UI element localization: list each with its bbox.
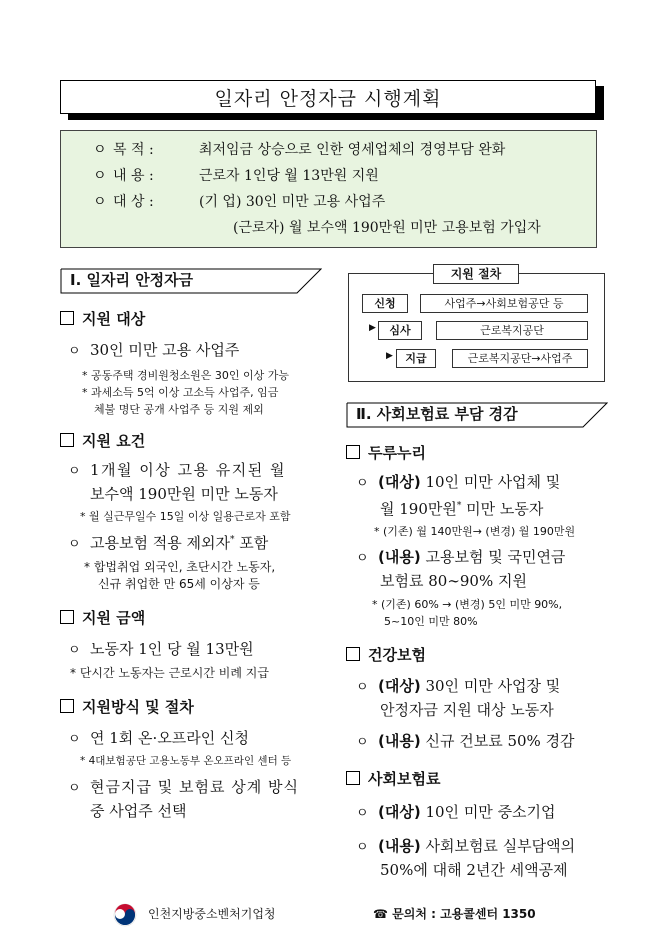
summary-box [60,130,597,248]
list-item [346,546,614,570]
bullet: ㅇ [93,194,107,210]
target-text: (기 업) 30인 미만 고용 사업주 [199,194,386,210]
subheading-health [346,644,614,665]
circle-bullet: ㅇ [68,781,82,796]
note: * 과세소득 5억 이상 고소득 사업주, 임금 [82,386,279,399]
list-item [60,638,330,662]
phone-icon: ☎ [373,907,388,921]
procedure-title: 지원 절차 [433,264,519,284]
item-text-cont: 보수액 190만원 미만 노동자 [90,485,278,503]
note: * 4대보험공단 고용노동부 온오프라인 센터 등 [80,755,292,767]
circle-bullet: ㅇ [68,537,81,552]
heading-text: 두루누리 [368,444,426,462]
checkbox-icon [60,433,74,447]
list-item [346,675,614,699]
item-text-tail: 포함 [234,534,269,552]
subheading-method [60,696,330,717]
procedure-step-label: 신청 [362,294,408,313]
left-column [60,308,330,823]
subheading-requirement [60,430,330,451]
subheading-durunuri [346,442,614,463]
list-item [346,730,614,754]
circle-bullet: ㅇ [68,464,83,479]
section2-title: Ⅱ. 사회보험료 부담 경감 [356,405,518,423]
note: * 합법취업 외국인, 초단시간 노동자, [84,560,276,574]
list-item [60,459,330,483]
item-tag: (대상) [378,473,421,491]
heading-text: 지원 요건 [82,432,146,450]
item-text-tail: 미만 노동자 [461,500,544,518]
subheading-target [60,308,330,329]
item-text: 월 190만원 [380,500,457,518]
item-text: 30인 미만 사업장 및 [420,677,561,695]
page-title [60,80,596,114]
note: 체불 명단 공개 사업주 등 지원 제외 [94,403,264,416]
circle-bullet: ㅇ [68,344,81,359]
item-tag: (내용) [378,837,421,855]
item-tag: (대상) [378,677,421,695]
circle-bullet: ㅇ [356,680,369,695]
note: * 단시간 노동자는 근로시간 비례 지급 [70,666,269,680]
item-text: 10인 미만 중소기업 [420,803,556,821]
note: 신규 취업한 만 65세 이상자 등 [98,577,260,591]
note: * 월 실근무일수 15일 이상 일용근로자 포함 [80,510,291,523]
item-text-cont [346,495,614,521]
item-text-cont: 중 사업주 선택 [90,802,187,820]
list-item [60,776,330,800]
heading-text: 사회보험료 [368,770,441,788]
list-item [346,801,614,825]
summary-target [93,189,596,215]
content-label: 내 용 : [113,168,154,184]
content-text: 근로자 1인당 월 13만원 지원 [199,168,379,184]
circle-bullet: ㅇ [356,840,369,855]
checkbox-icon [346,771,360,785]
checkbox-icon [60,610,74,624]
item-text: 연 1회 온·오프라인 신청 [90,729,250,747]
summary-purpose [93,137,596,163]
item-text: 1개월 이상 고용 유지된 월 [90,461,287,479]
heading-text: 건강보험 [368,646,426,664]
contact-text: 문의처 : 고용콜센터 1350 [392,907,536,921]
summary-target-2: (근로자) 월 보수액 190만원 미만 고용보험 가입자 [233,220,541,236]
section1-title: Ⅰ. 일자리 안정자금 [70,271,194,289]
right-column [346,442,614,882]
item-text: 사회보험료 실부담액의 [420,837,576,855]
item-tag: (대상) [378,803,421,821]
target-label: 대 상 : [113,194,154,210]
circle-bullet: ㅇ [68,732,81,747]
footer-organization: 인천지방중소벤처기업청 [148,907,276,921]
heading-text: 지원방식 및 절차 [82,698,194,716]
checkbox-icon [60,699,74,713]
arrow-right-icon: ▶ [386,351,393,361]
footnote-mark: * [229,535,235,545]
purpose-text: 최저임금 상승으로 인한 영세업체의 경영부담 완화 [199,142,506,158]
item-text: 고용보험 적용 제외자 [90,534,230,552]
bullet: ㅇ [93,142,107,158]
checkbox-icon [346,445,360,459]
checkbox-icon [346,647,360,661]
arrow-right-icon: ▶ [369,323,376,333]
note: * 공동주택 경비원청소원은 30인 이상 가능 [82,369,289,382]
procedure-step-desc: 근로복지공단→사업주 [452,349,588,368]
note: 5~10인 미만 80% [384,615,478,628]
subheading-amount [60,607,330,628]
procedure-step-desc: 사업주→사회보험공단 등 [420,294,588,313]
procedure-step-desc: 근로복지공단 [436,321,588,340]
item-text-cont: 안정자금 지원 대상 노동자 [380,701,554,719]
list-item [60,529,330,556]
circle-bullet: ㅇ [356,806,369,821]
section2-header [346,402,608,426]
procedure-step-label: 지급 [396,349,436,368]
heading-text: 지원 금액 [82,609,146,627]
item-text: 30인 미만 고용 사업주 [90,341,240,359]
item-text: 고용보험 및 국민연금 [420,548,566,566]
footer-contact [373,905,536,922]
government-logo-icon [113,903,137,927]
subheading-social [346,768,614,789]
heading-text: 지원 대상 [82,310,146,328]
item-text: 현금지급 및 보험료 상계 방식 [90,778,299,796]
item-tag: (내용) [378,548,421,566]
bullet: ㅇ [93,168,107,184]
circle-bullet: ㅇ [68,643,81,658]
footnote-mark: * [456,501,462,511]
item-text: 10인 미만 사업체 및 [420,473,561,491]
title-text: 일자리 안정자금 시행계획 [214,87,442,110]
list-item [346,471,614,495]
item-tag: (내용) [378,732,421,750]
circle-bullet: ㅇ [356,476,369,491]
item-text-cont: 보험료 80∼90% 지원 [380,572,527,590]
note: * (기존) 월 140만원→ (변경) 월 190만원 [374,525,576,538]
purpose-label: 목 적 : [113,142,154,158]
circle-bullet: ㅇ [356,551,369,566]
item-text: 신규 건보료 50% 경감 [420,732,575,750]
section1-header [60,268,322,292]
circle-bullet: ㅇ [356,735,369,750]
summary-content [93,163,596,189]
list-item [60,339,330,363]
item-text: 노동자 1인 당 월 13만원 [90,640,254,658]
note: * (기존) 60% → (변경) 5인 미만 90%, [372,598,563,611]
list-item [346,835,614,859]
checkbox-icon [60,311,74,325]
item-text-cont: 50%에 대해 2년간 세액공제 [380,861,568,879]
list-item [60,727,330,751]
procedure-step-label: 심사 [378,321,422,340]
